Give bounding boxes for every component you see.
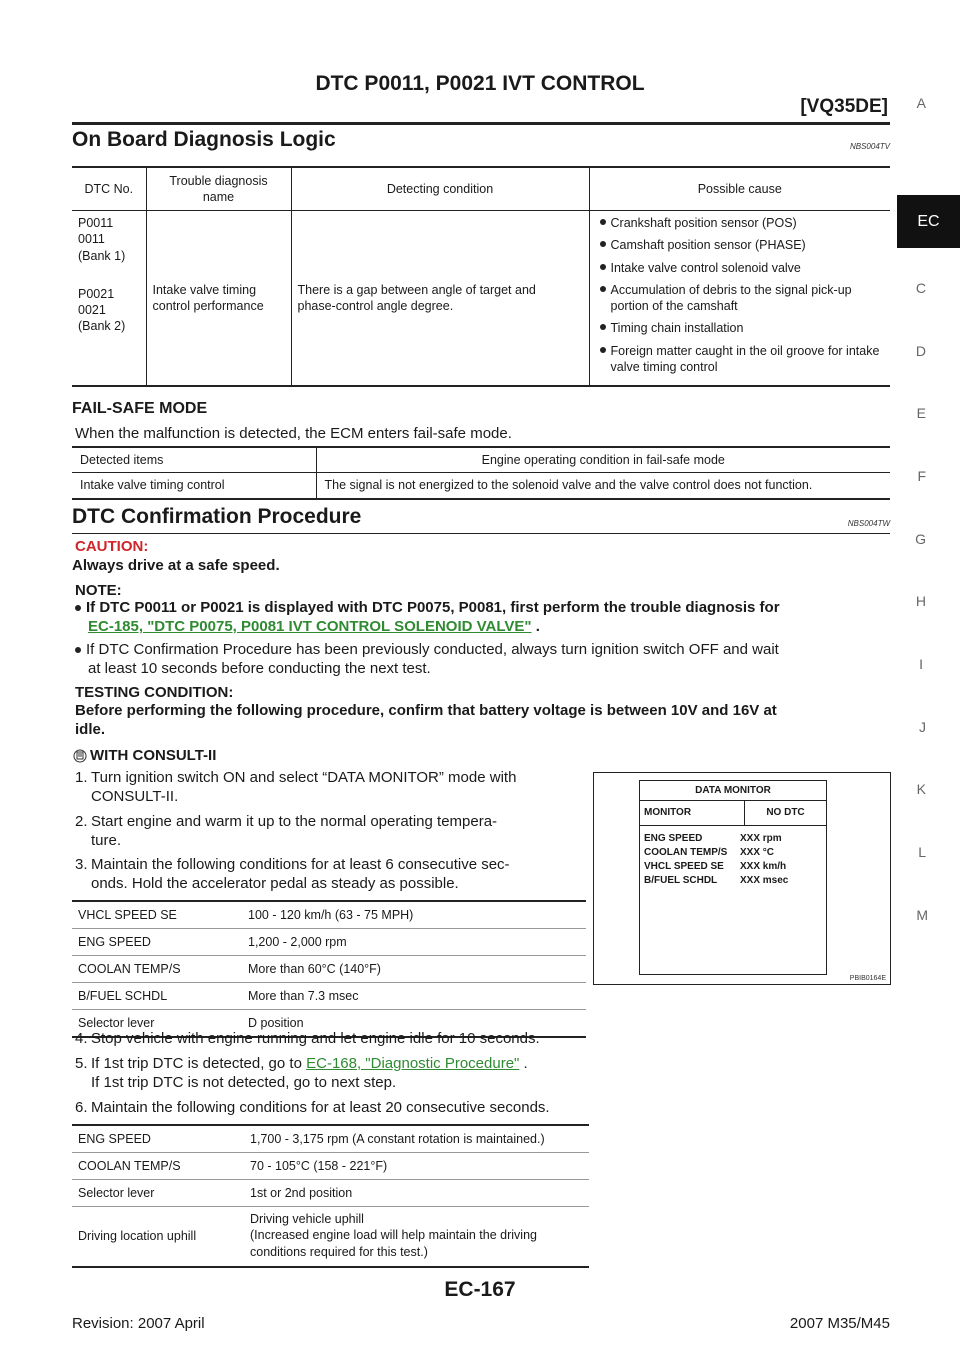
failsafe-detected-item: Intake valve timing control (72, 473, 316, 499)
figure-id: PBIB0164E (849, 975, 886, 982)
param-value: 1,700 - 3,175 rpm (A constant rotation is maintained.) (250, 1132, 545, 1146)
index-letter-c[interactable]: C (915, 280, 926, 296)
step-2 (75, 812, 497, 832)
col-header-trouble-name: Trouble diagnosis name (146, 167, 291, 211)
cause-text: Crankshaft position sensor (POS) (610, 216, 797, 230)
step-5-line2: If 1st trip DTC is not detected, go to next step. (91, 1074, 397, 1091)
index-letter-i[interactable]: I (919, 656, 923, 672)
param-value (244, 1207, 589, 1267)
caution-text: Always drive at a safe speed. (72, 557, 280, 574)
col-header-dtc-no: DTC No. (72, 167, 146, 211)
note-label: NOTE: (75, 582, 122, 599)
param-name: Driving location uphill (78, 1229, 197, 1244)
table-row (72, 1125, 589, 1153)
param-value-line: conditions required for this test.) (250, 1244, 428, 1259)
possible-cause-cell (589, 211, 890, 387)
param-name: Selector lever (78, 1016, 155, 1030)
bullet-icon (600, 347, 606, 353)
testing-condition-line1: Before performing the following procedure, confirm that battery voltage is between 10V and 16V at (75, 702, 777, 719)
cause-text: Timing chain installation (610, 321, 744, 336)
dtc-code: 0011 (78, 232, 105, 247)
bullet-icon (75, 605, 81, 611)
conditions-table-1 (72, 900, 586, 1038)
section-title-obd-logic: On Board Diagnosis Logic (72, 128, 336, 151)
note-item-2 (75, 640, 779, 660)
bullet-icon (600, 264, 606, 270)
cause-text: Intake valve control solenoid valve (610, 260, 801, 275)
param-name: ENG SPEED (78, 1132, 151, 1146)
step-3 (75, 855, 510, 875)
table-row (72, 929, 586, 956)
dtc-bank: (Bank 2) (78, 319, 126, 334)
table-row (72, 1207, 589, 1267)
section-code: NBS004TV (849, 142, 890, 151)
bullet-icon (600, 219, 606, 225)
param-value: More than 7.3 msec (248, 989, 359, 1003)
consult-tool-icon (73, 749, 87, 763)
index-letter-l[interactable]: L (918, 844, 926, 860)
table-row (72, 983, 586, 1010)
consult-screen (639, 780, 827, 975)
table-row (72, 956, 586, 983)
dtc-numbers-cell (72, 211, 146, 387)
monitor-screen-title: DATA MONITOR (640, 781, 826, 801)
param-value: D position (248, 1016, 304, 1030)
cause-item (600, 237, 885, 253)
param-name: COOLAN TEMP/S (78, 962, 181, 976)
header-rule (72, 122, 890, 125)
param-name: VHCL SPEED SE (78, 908, 177, 922)
index-letter-m[interactable]: M (916, 907, 928, 923)
cause-item (600, 215, 885, 231)
failsafe-col-detected: Detected items (72, 447, 316, 473)
index-letter-g[interactable]: G (915, 531, 926, 547)
step-text: Maintain the following conditions for at least 20 consecutive seconds. (91, 1099, 550, 1116)
cause-text: Foreign matter caught in the oil groove for intake valve timing control (610, 343, 880, 374)
caution-label: CAUTION: (75, 538, 149, 555)
failsafe-col-condition: Engine operating condition in fail-safe mode (481, 453, 725, 467)
bullet-icon (600, 324, 606, 330)
failsafe-heading: FAIL-SAFE MODE (72, 400, 208, 417)
trouble-name-line: control performance (152, 299, 264, 313)
col-header-detecting-condition: Detecting condition (291, 167, 589, 211)
trouble-name-cell (146, 211, 291, 387)
param-value: 100 - 120 km/h (63 - 75 MPH) (248, 908, 414, 922)
monitor-value: XXX km/h (740, 861, 787, 872)
step-1 (75, 768, 516, 788)
cause-item (600, 260, 885, 276)
failsafe-condition-text: The signal is not energized to the solenoid valve and the valve control does not function. (324, 478, 813, 493)
section-rule (72, 533, 890, 534)
index-letter-f[interactable]: F (917, 468, 926, 484)
monitor-values (640, 826, 826, 888)
monitor-row (644, 860, 822, 874)
footer-revision: Revision: 2007 April (72, 1315, 205, 1332)
dtc-code: P0011 (78, 216, 114, 230)
bullet-icon (600, 241, 606, 247)
param-value: More than 60°C (140°F) (248, 962, 381, 976)
param-value-line: Driving vehicle uphill (250, 1212, 364, 1226)
step-2-line2: ture. (91, 832, 122, 849)
note-item-2-line2: at least 10 seconds before conducting the next test. (88, 660, 431, 677)
testing-condition-line2: idle. (75, 721, 106, 738)
step-5 (75, 1054, 528, 1074)
index-letter-a[interactable]: A (916, 95, 926, 111)
param-value: 1st or 2nd position (250, 1186, 353, 1200)
section-title-dtc-confirmation: DTC Confirmation Procedure (72, 505, 362, 528)
monitor-item: VHCL SPEED SE (644, 861, 724, 872)
data-monitor-figure (593, 772, 891, 985)
index-letter-k[interactable]: K (916, 781, 926, 797)
monitor-status: NO DTC (766, 807, 805, 818)
monitor-col-label: MONITOR (640, 801, 745, 825)
param-name: COOLAN TEMP/S (78, 1159, 181, 1173)
step-text: Turn ignition switch ON and select “DATA MONITOR” mode with (91, 769, 517, 786)
cause-item (600, 282, 885, 315)
index-letter-d[interactable]: D (915, 343, 926, 359)
monitor-header-row (640, 801, 826, 826)
step-text: Start engine and warm it up to the normal operating tempera- (91, 813, 498, 830)
dtc-bank: (Bank 1) (78, 248, 126, 263)
monitor-value: XXX msec (740, 875, 789, 886)
condition-line: There is a gap between angle of target and (297, 282, 536, 297)
monitor-row (644, 846, 822, 860)
step-number: 1. (75, 769, 88, 786)
note-item-1 (75, 598, 890, 618)
note-item-1-link-line (88, 617, 540, 637)
param-name: B/FUEL SCHDL (78, 989, 168, 1003)
dtc-logic-table (72, 166, 890, 387)
index-letter-e[interactable]: E (916, 405, 926, 421)
monitor-item: COOLAN TEMP/S (644, 847, 728, 858)
param-value: 70 - 105°C (158 - 221°F) (250, 1159, 388, 1173)
link-ec-168[interactable]: EC-168, "Diagnostic Procedure" (306, 1055, 520, 1072)
step-6 (75, 1098, 550, 1118)
step-number: 6. (75, 1099, 88, 1116)
page-title: DTC P0011, P0021 IVT CONTROL (315, 72, 645, 95)
condition-line: phase-control angle degree. (297, 299, 454, 313)
step-number: 5. (75, 1055, 88, 1072)
monitor-row (644, 874, 822, 888)
cause-item (600, 343, 885, 376)
table-row (72, 1180, 589, 1207)
monitor-value: XXX °C (740, 847, 775, 858)
engine-code: [VQ35DE] (800, 96, 888, 117)
consult-heading: WITH CONSULT-II (90, 747, 217, 764)
param-name: Selector lever (78, 1186, 155, 1200)
footer-model: 2007 M35/M45 (789, 1315, 890, 1332)
cause-text: Accumulation of debris to the signal pick-up portion of the camshaft (610, 282, 852, 313)
table-row (72, 1153, 589, 1180)
bullet-icon (600, 286, 606, 292)
param-value-line: (Increased engine load will help maintain the driving (250, 1228, 537, 1243)
step-link-period: . (523, 1055, 528, 1072)
index-letter-h[interactable]: H (915, 593, 926, 609)
failsafe-text: When the malfunction is detected, the ECM enters fail-safe mode. (75, 425, 512, 442)
link-ec-185[interactable]: EC-185, "DTC P0075, P0081 IVT CONTROL SOLENOID VALVE" (88, 618, 532, 635)
step-number: 2. (75, 813, 88, 830)
bullet-icon (75, 647, 81, 653)
monitor-row (644, 832, 822, 846)
step-text: Stop vehicle with engine running and let engine idle for 10 seconds. (91, 1030, 540, 1047)
index-letter-j[interactable]: J (919, 719, 926, 735)
dtc-code: 0021 (78, 303, 106, 317)
monitor-item: ENG SPEED (644, 833, 703, 844)
trouble-name-line: Intake valve timing (152, 282, 257, 297)
conditions-table-2 (72, 1124, 589, 1268)
note-link-period: . (535, 618, 540, 635)
monitor-value: XXX rpm (740, 833, 782, 844)
param-name: ENG SPEED (78, 935, 151, 949)
cause-text: Camshaft position sensor (PHASE) (610, 238, 806, 253)
detecting-condition-cell (291, 211, 589, 387)
page-number: EC-167 (444, 1278, 516, 1301)
table-row (72, 901, 586, 929)
step-number: 4. (75, 1030, 88, 1047)
cause-item (600, 320, 885, 336)
note-item-2-line1: If DTC Confirmation Procedure has been previously conducted, always turn ignition switch OFF and wait (86, 641, 779, 658)
testing-condition-label: TESTING CONDITION: (75, 684, 234, 701)
step-text: Maintain the following conditions for at least 6 consecutive sec- (91, 856, 510, 873)
step-number: 3. (75, 856, 88, 873)
note-item-1-text: If DTC P0011 or P0021 is displayed with DTC P0075, P0081, first perform the trouble diagnosis for (86, 599, 780, 616)
step-1-line2: CONSULT-II. (91, 788, 179, 805)
step-3-line2: onds. Hold the accelerator pedal as steady as possible. (91, 875, 459, 892)
index-tab-ec-active[interactable]: EC (897, 195, 960, 248)
failsafe-table (72, 446, 890, 500)
dtc-code: P0021 (78, 286, 115, 301)
monitor-item: B/FUEL SCHDL (644, 875, 718, 886)
col-header-possible-cause: Possible cause (697, 181, 782, 196)
section-code: NBS004TW (847, 519, 890, 528)
step-text: If 1st trip DTC is detected, go to (91, 1055, 302, 1072)
step-4 (75, 1029, 540, 1049)
param-value: 1,200 - 2,000 rpm (248, 935, 347, 949)
